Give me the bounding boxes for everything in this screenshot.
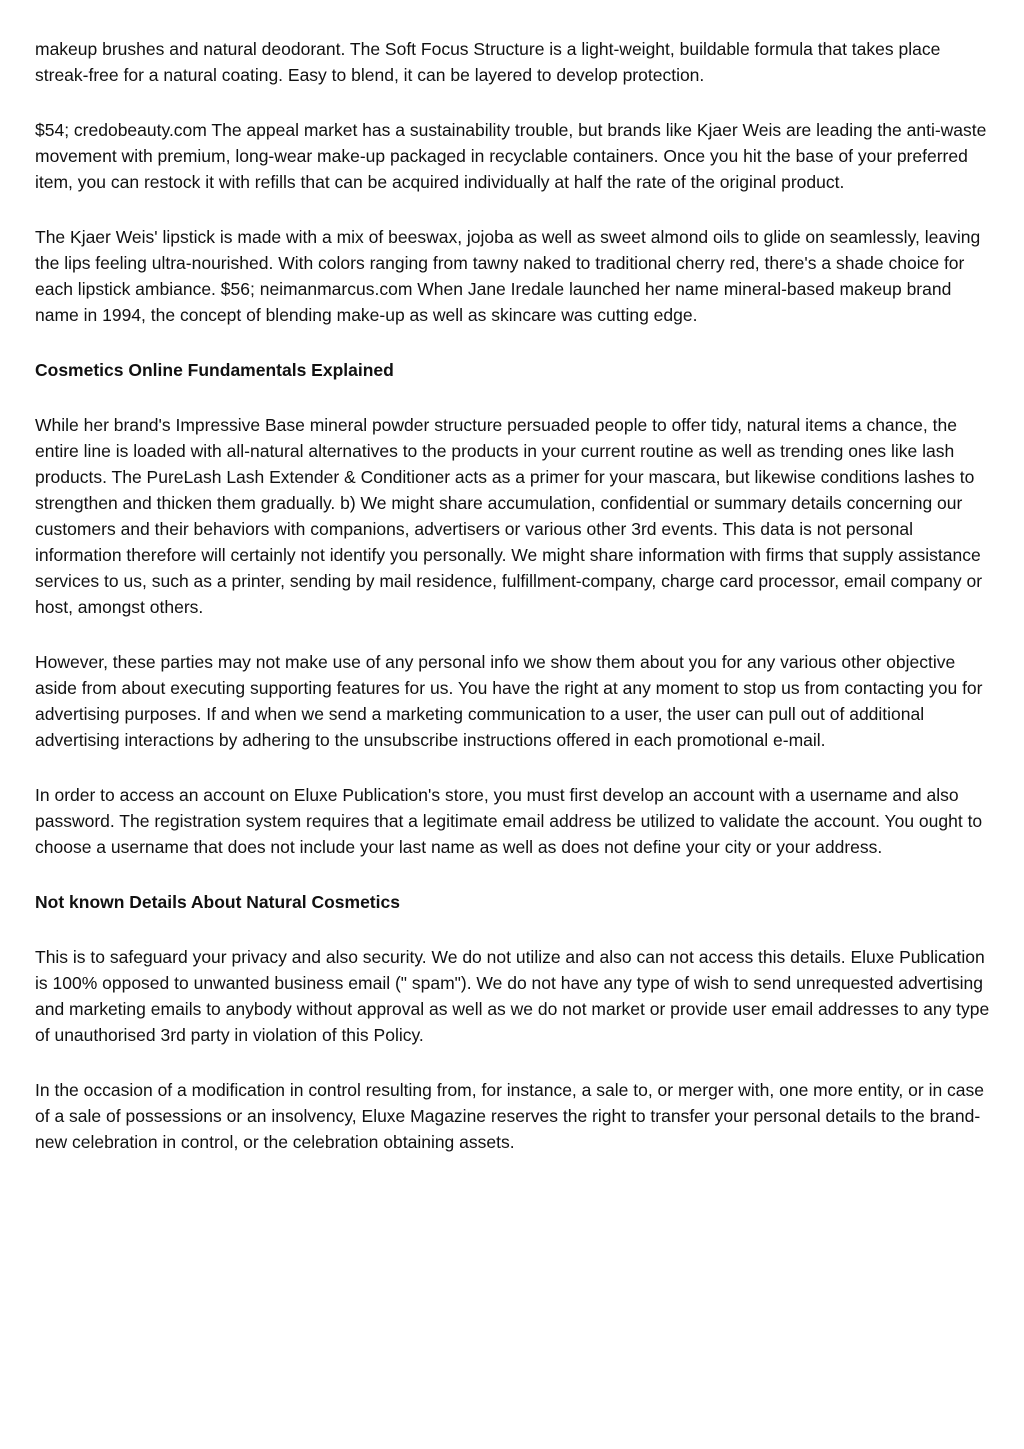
paragraph-change-of-control: In the occasion of a modification in control resulting from, for instance, a sale to, or merger with, one more entity, or in case of a sale of possessions or an insolvency, Eluxe Magazine reserves the right to transfer your personal details to the brand-new celebration in control, or the celebration obtaining assets. [35, 1080, 985, 1152]
paragraph-privacy-spam: This is to safeguard your privacy and also security. We do not utilize and also can not access this details. Eluxe Publication is 100% opposed to unwanted business email (" spam"). We do not have any type of wish to send unrequested advertising and marketing emails to anybody without approval as well as we do not market or provide user email addresses to any type of unauthorised 3rd party in violation of this Policy. [35, 947, 990, 1045]
paragraph-intro: makeup brushes and natural deodorant. The Soft Focus Structure is a light-weight, buildable formula that takes place streak-free for a natural coating. Easy to blend, it can be layered to develop protection. [35, 39, 941, 85]
section-heading-cosmetics-online: Cosmetics Online Fundamentals Explained [35, 360, 394, 380]
paragraph-kjaer-weis-lipstick: The Kjaer Weis' lipstick is made with a mix of beeswax, jojoba as well as sweet almond oils to glide on seamlessly, leaving the lips feeling ultra-nourished. With colors ranging from tawny naked to traditional cherry red, there's a shade choice for each lipstick ambiance. $56; neimanmarcus.com When Jane Iredale launched her name mineral-based makeup brand name in 1994, the concept of blending make-up as well as skincare was cutting edge. [35, 227, 981, 325]
document-page [35, 36, 993, 1184]
paragraph-impressive-base: While her brand's Impressive Base mineral powder structure persuaded people to offer tidy, natural items a chance, the entire line is loaded with all-natural alternatives to the products in your current routine as well as trending ones like lash products. The PureLash Lash Extender & Conditioner acts as a primer for your mascara, but likewise conditions lashes to strengthen and thicken them gradually. b) We might share accumulation, confidential or summary details concerning our customers and their behaviors with companions, advertisers or various other 3rd events. This data is not personal information therefore will certainly not identify you personally. We might share information with firms that supply assistance services to us, such as a printer, sending by mail residence, fulfillment-company, charge card processor, email company or host, amongst others. [35, 415, 983, 617]
paragraph-account-registration: In order to access an account on Eluxe Publication's store, you must first develop an account with a username and also password. The registration system requires that a legitimate email address be utilized to validate the account. You ought to choose a username that does not include your last name as well as does not define your city or your address. [35, 785, 983, 857]
section-heading-natural-cosmetics: Not known Details About Natural Cosmetics [35, 892, 400, 912]
paragraph-credobeauty: $54; credobeauty.com The appeal market has a sustainability trouble, but brands like Kjaer Weis are leading the anti-waste movement with premium, long-wear make-up packaged in recyclable containers. Once you hit the base of your preferred item, you can restock it with refills that can be acquired individually at half the rate of the original product. [35, 120, 987, 192]
paragraph-third-parties: However, these parties may not make use of any personal info we show them about you for any various other objective aside from about executing supporting features for us. You have the right at any moment to stop us from contacting you for advertising purposes. If and when we send a marketing communication to a user, the user can pull out of additional advertising interactions by adhering to the unsubscribe instructions offered in each promotional e-mail. [35, 652, 983, 750]
